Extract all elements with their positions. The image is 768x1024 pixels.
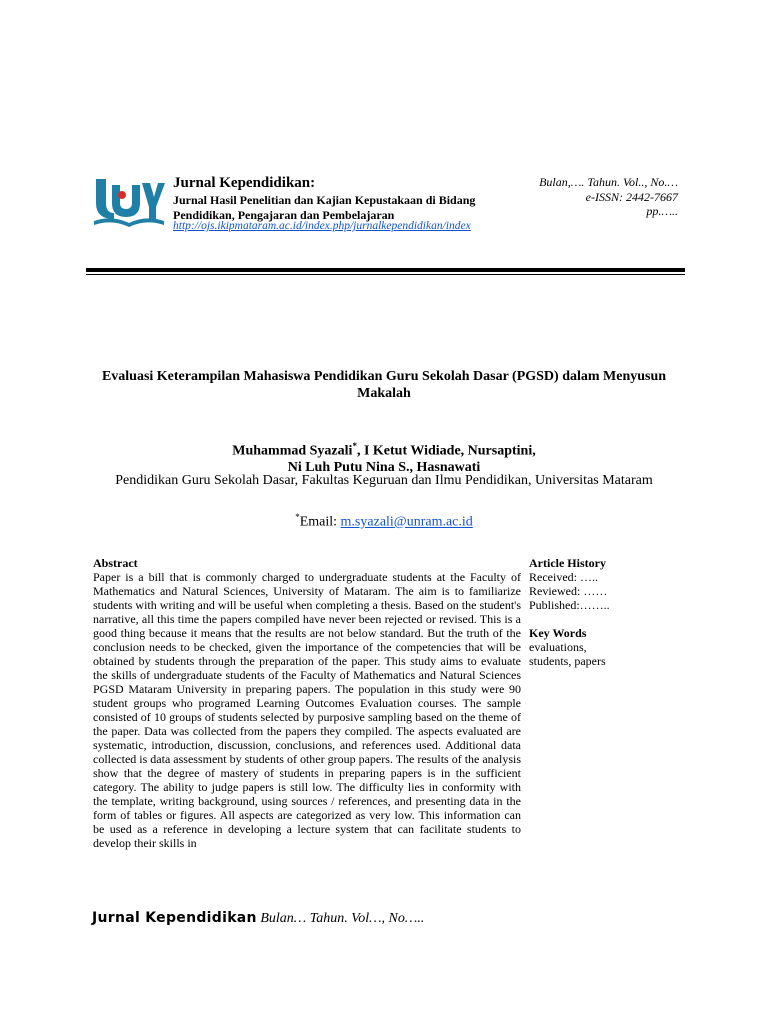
published-line: Published:……..: [529, 598, 610, 612]
corresponding-mark: *: [352, 441, 357, 451]
author-names-line2: Ni Luh Putu Nina S., Hasnawati: [287, 460, 481, 476]
page-footer: [92, 910, 424, 927]
author-name-first: Muhammad Syazali: [232, 443, 353, 459]
journal-title: Jurnal Kependidikan:: [173, 175, 316, 191]
article-history-heading: Article History: [529, 556, 606, 570]
issue-line: Bulan,…. Tahun. Vol.., No.…: [539, 175, 678, 189]
pages-line: pp.…..: [646, 204, 678, 218]
issn-line: e-ISSN: 2442-7667: [585, 189, 678, 204]
keywords-heading: Key Words: [529, 626, 587, 640]
email-line: [100, 512, 668, 531]
email-link[interactable]: m.syazali@unram.ac.id: [340, 514, 473, 530]
reviewed-line: Reviewed: ……: [529, 584, 608, 598]
abstract-heading: Abstract: [93, 556, 138, 570]
journal-url-link[interactable]: http://ojs.ikipmataram.ac.id/index.php/jurnalkependidikan/index: [173, 220, 471, 232]
header-rule-thick: [86, 268, 685, 272]
footer-journal-name: Jurnal Kependidikan: [92, 910, 257, 926]
header-rule-thin: [86, 274, 685, 275]
abstract-text: Paper is a bill that is commonly charged to undergraduate students at the Faculty of Mathematics and Natural Sciences, University of Mataram. The aim is to familiarize students with writing and will be useful when completing a thesis. Based on the student's narrative, all this time the papers compiled have never been rejected or revised. This is a good thing because it means that the results are not below standard. But the truth of the conclusion needs to be checked, given the importance of the competencies that will be obtained by students through the preparation of the paper. This study aims to evaluate the skills of undergraduate students of the Faculty of Mathematics and Natural Sciences PGSD Mataram University in preparing papers. The population in this study were 90 student groups who programed Learning Outcomes Evaluation courses. The sample consisted of 10 groups of students selected by purposive sampling based on the theme of the paper. Data was collected from the papers they compiled. The aspects evaluated are systematic, introduction, discussion, conclusions, and references used. Additional data collected is data assessment by students of other group papers. The results of the analysis show that the degree of mastery of students in preparing papers is in the sufficient category. The ability to judge papers is still low. The difficulty lies in conformity with the template, writing background, using sources / references, and presenting data in the form of tables or figures. All aspects are categorized as very low. This information can be used as a reference in developing a lecture system that can facilitate students to develop their skills in: [93, 570, 522, 850]
footer-issue: Bulan… Tahun. Vol…, No…..: [256, 911, 425, 926]
keywords-line1: evaluations,: [529, 640, 587, 654]
issue-meta: [539, 175, 678, 219]
journal-subtitle: Jurnal Hasil Penelitian dan Kajian Kepustakaan di Bidang Pendidikan, Pengajaran dan Pembelajaran: [173, 193, 476, 222]
email-mark: *: [295, 512, 300, 522]
affiliation: Pendidikan Guru Sekolah Dasar, Fakultas Keguruan dan Ilmu Pendidikan, Universitas Mataram: [115, 473, 653, 488]
author-names: , I Ketut Widiade, Nursaptini,: [356, 443, 536, 459]
paper-title: Evaluasi Keterampilan Mahasiswa Pendidikan Guru Sekolah Dasar (PGSD) dalam Menyusun Makalah: [101, 369, 667, 401]
keywords-line2: students, papers: [529, 654, 606, 668]
journal-logo-icon: [92, 173, 166, 231]
author-list: [100, 438, 668, 477]
received-line: Received: …..: [529, 570, 598, 584]
email-label: Email:: [299, 514, 341, 530]
